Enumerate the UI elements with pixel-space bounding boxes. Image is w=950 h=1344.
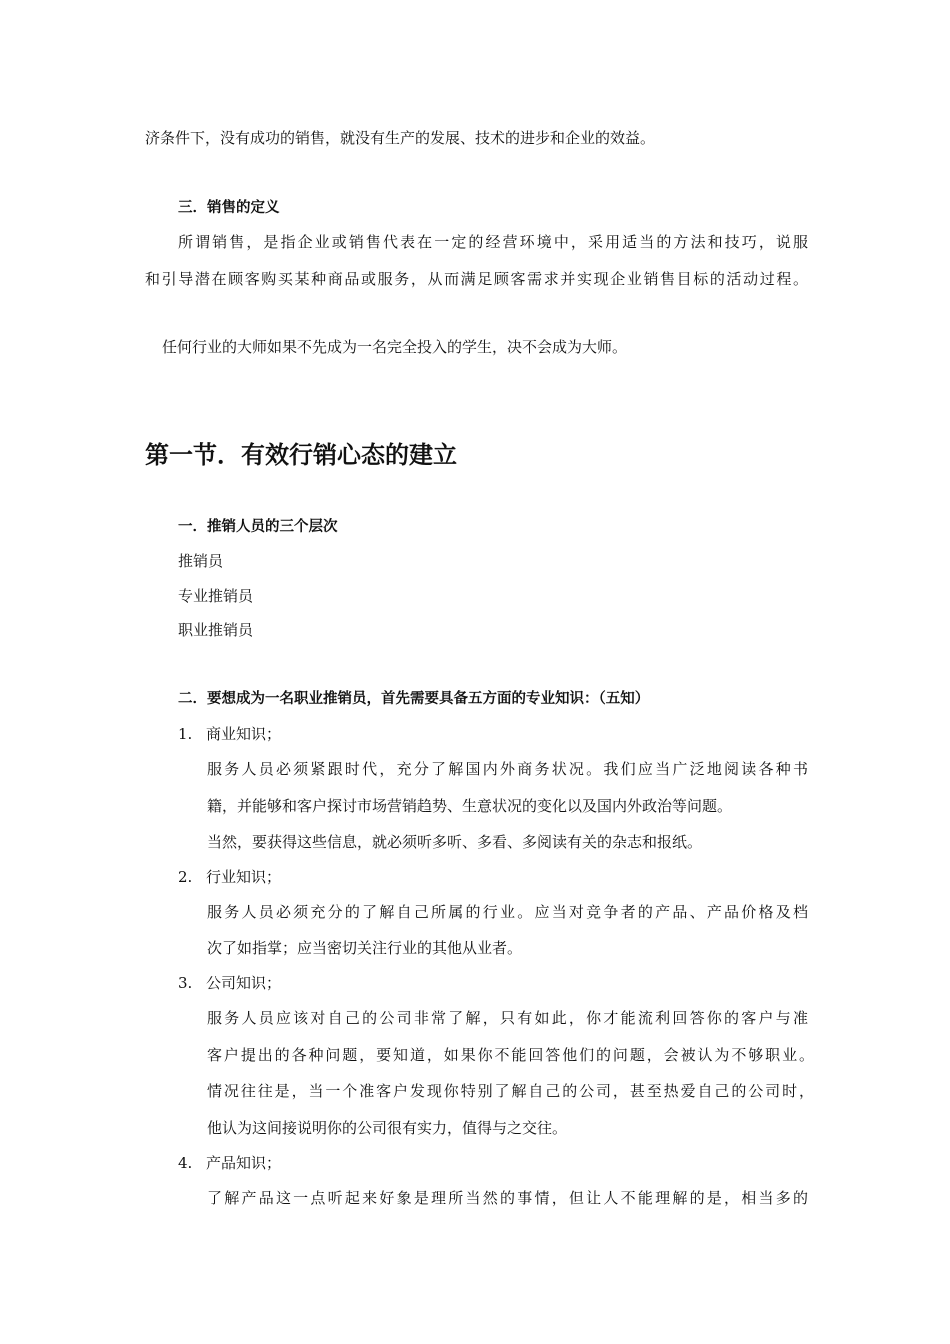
paragraph-line: 所谓销售，是指企业或销售代表在一定的经营环境中，采用适当的方法和技巧，说服 <box>178 233 808 251</box>
numbered-item-title <box>178 1153 281 1173</box>
numbered-item-title <box>178 973 281 993</box>
paragraph-line: 服务人员应该对自己的公司非常了解，只有如此，你才能流利回答你的客户与准 <box>207 1009 808 1027</box>
list-item: 专业推销员 <box>178 587 254 605</box>
section-title: 第一节．有效行销心态的建立 <box>145 441 457 469</box>
paragraph-line: 当然，要获得这些信息，就必须听多听、多看、多阅读有关的杂志和报纸。 <box>207 833 703 851</box>
subheading-definition: 三．销售的定义 <box>178 200 280 216</box>
item-title: 商业知识； <box>206 725 282 743</box>
item-number: 1. <box>178 725 193 743</box>
quote-line: 任何行业的大师如果不先成为一名完全投入的学生，决不会成为大师。 <box>162 338 628 356</box>
paragraph-line: 次了如指掌；应当密切关注行业的其他从业者。 <box>207 939 523 957</box>
item-number: 4. <box>178 1154 193 1172</box>
item-title: 公司知识； <box>206 974 282 992</box>
list-item: 职业推销员 <box>178 621 254 639</box>
paragraph-line: 济条件下，没有成功的销售，就没有生产的发展、技术的进步和企业的效益。 <box>145 129 656 147</box>
numbered-item-title <box>178 867 281 887</box>
paragraph-line: 籍，并能够和客户探讨市场营销趋势、生意状况的变化以及国内外政治等问题。 <box>207 797 733 815</box>
paragraph-line: 服务人员必须紧跟时代，充分了解国内外商务状况。我们应当广泛地阅读各种书 <box>207 760 808 778</box>
item-number: 3. <box>178 974 193 992</box>
paragraph-line: 情况往往是，当一个准客户发现你特别了解自己的公司，甚至热爱自己的公司时， <box>207 1082 814 1100</box>
item-title: 产品知识； <box>206 1154 282 1172</box>
paragraph-line: 他认为这间接说明你的公司很有实力，值得与之交往。 <box>207 1119 568 1137</box>
item-title: 行业知识； <box>206 868 282 886</box>
list-item: 推销员 <box>178 552 224 570</box>
item-number: 2. <box>178 868 193 886</box>
subheading-levels: 一．推销人员的三个层次 <box>178 519 338 535</box>
paragraph-line: 了解产品这一点听起来好象是理所当然的事情，但让人不能理解的是，相当多的 <box>207 1189 808 1207</box>
paragraph-line: 和引导潜在顾客购买某种商品或服务，从而满足顾客需求并实现企业销售目标的活动过程。 <box>145 270 808 288</box>
subheading-five-knowledge: 二．要想成为一名职业推销员，首先需要具备五方面的专业知识：（五知） <box>178 691 650 707</box>
paragraph-line: 服务人员必须充分的了解自己所属的行业。应当对竞争者的产品、产品价格及档 <box>207 903 808 921</box>
paragraph-line: 客户提出的各种问题，要知道，如果你不能回答他们的问题，会被认为不够职业。 <box>207 1046 814 1064</box>
numbered-item-title <box>178 724 281 744</box>
